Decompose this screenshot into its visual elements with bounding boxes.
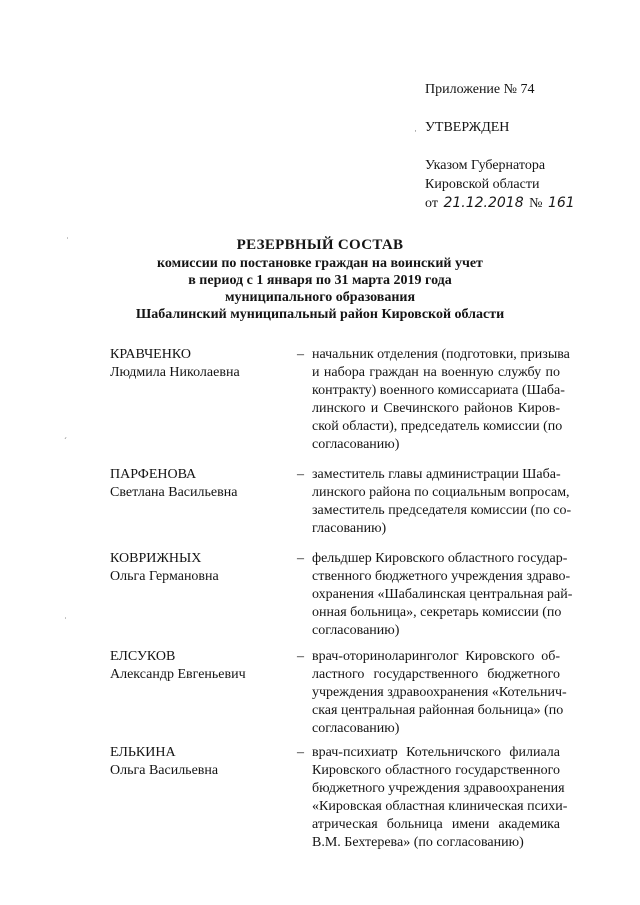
member-surname: ЕЛЬКИНА [110, 745, 176, 760]
title-line-2: в период с 1 января по 31 марта 2019 года [188, 273, 452, 288]
role-line: атрическая больница имени академика [312, 817, 560, 832]
member-surname: КОВРИЖНЫХ [110, 551, 202, 566]
decree-date-line [425, 194, 577, 213]
role-line: ская центральная районная больница» (по [312, 703, 564, 718]
member-name [110, 466, 290, 502]
role-line: заместитель главы администрации Шаба- [312, 467, 561, 482]
role-line: заместитель председателя комиссии (по со- [312, 503, 572, 518]
role-line: начальник отделения (подготовки, призыва [312, 347, 570, 362]
member-dash: – [297, 347, 304, 362]
role-line: учреждения здравоохранения «Котельнич- [312, 685, 567, 700]
member-role [312, 550, 573, 640]
member-name [110, 550, 290, 586]
decree-line-1: Указом Губернатора [425, 158, 546, 173]
member-name [110, 648, 290, 684]
document-header [425, 80, 577, 213]
role-line: согласованию) [312, 721, 400, 736]
member-given-name: Александр Евгеньевич [110, 667, 246, 682]
member-role [312, 346, 570, 454]
role-line: ластного государственного бюджетного [312, 667, 560, 682]
role-line: фельдшер Кировского областного государ- [312, 551, 568, 566]
title-main: РЕЗЕРВНЫЙ СОСТАВ [236, 237, 404, 253]
member-name [110, 744, 290, 780]
member-dash: – [297, 649, 304, 664]
handwritten-date: 21.12.2018 [443, 195, 524, 211]
member-dash: – [297, 745, 304, 760]
role-line: Кировского областного государственного [312, 763, 560, 778]
decree-line-2: Кировской области [425, 177, 540, 192]
role-line: контракту) военного комиссариата (Шаба- [312, 383, 565, 398]
number-prefix: № [529, 196, 543, 211]
member-surname: КРАВЧЕНКО [110, 347, 191, 362]
scan-speck: · [414, 126, 417, 136]
member-role [312, 648, 567, 738]
role-line: ской области), председатель комиссии (по [312, 419, 563, 434]
member-role [312, 466, 572, 538]
member-given-name: Ольга Васильевна [110, 763, 219, 778]
role-line: линского района по социальным вопросам, [312, 485, 570, 500]
member-dash: – [297, 467, 304, 482]
role-line: охранения «Шабалинская центральная рай- [312, 587, 573, 602]
role-line: «Кировская областная клиническая психи- [312, 799, 568, 814]
role-line: гласованию) [312, 521, 387, 536]
role-line: согласованию) [312, 437, 400, 452]
role-line: согласованию) [312, 623, 400, 638]
scan-speck: ˙ [66, 236, 69, 246]
title-line-3: муниципального образования [224, 290, 416, 305]
member-surname: ПАРФЕНОВА [110, 467, 197, 482]
title-line-1: комиссии по постановке граждан на воинский учет [157, 256, 483, 271]
document-title [0, 236, 640, 323]
member-name [110, 346, 290, 382]
role-line: ственного бюджетного учреждения здраво- [312, 569, 571, 584]
role-line: бюджетного учреждения здравоохранения [312, 781, 565, 796]
approved-label: УТВЕРЖДЕН [425, 120, 510, 135]
scan-speck: ˙ [64, 616, 67, 626]
role-line: линского и Свечинского районов Киров- [312, 401, 560, 416]
role-line: врач-психиатр Котельничского филиала [312, 745, 560, 760]
role-line: В.М. Бехтерева» (по согласованию) [312, 835, 524, 850]
member-given-name: Людмила Николаевна [110, 365, 240, 380]
appendix-label: Приложение № 74 [425, 82, 535, 97]
member-dash: – [297, 551, 304, 566]
member-given-name: Ольга Германовна [110, 569, 219, 584]
member-role [312, 744, 568, 852]
date-prefix: от [425, 196, 438, 211]
handwritten-number: 161 [547, 195, 575, 211]
title-line-4: Шабалинский муниципальный район Кировской области [135, 307, 505, 322]
member-surname: ЕЛСУКОВ [110, 649, 176, 664]
role-line: и набора граждан на военную службу по [312, 365, 560, 380]
role-line: врач-оториноларинголог Кировского об- [312, 649, 560, 664]
member-given-name: Светлана Васильевна [110, 485, 238, 500]
scan-speck: ´ [64, 436, 67, 446]
role-line: онная больница», секретарь комиссии (по [312, 605, 562, 620]
